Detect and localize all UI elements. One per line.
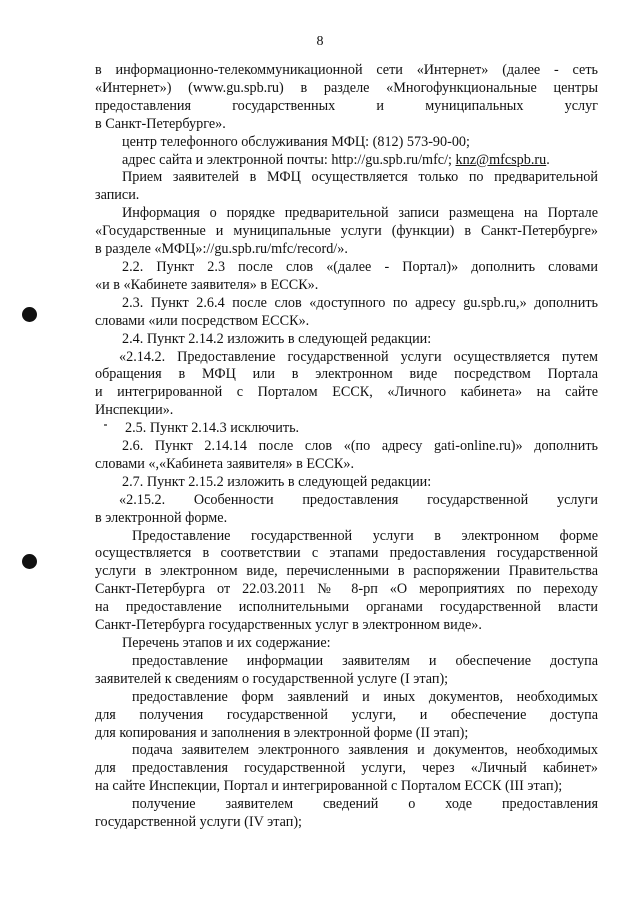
text-line: на предоставление исполнительными органами государственной власти <box>95 599 598 616</box>
text-line: Прием заявителей в МФЦ осуществляется только по предварительной <box>122 169 598 186</box>
text-line: Инспекции». <box>95 402 174 419</box>
document-body <box>95 62 598 832</box>
text-line: «Государственные и муниципальные услуги (функции) в Санкт-Петербурге» <box>95 223 598 240</box>
text-line: для копирования и заполнения в электронной форме (II этап); <box>95 724 469 741</box>
text-line: в разделе «МФЦ»://gu.spb.ru/mfc/record/». <box>95 241 348 258</box>
text-line: 2.3. Пункт 2.6.4 после слов «доступного по адресу gu.spb.ru,» дополнить <box>122 294 598 311</box>
text-line: услуги в электронном виде, перечисленными в распоряжении Правительства <box>95 563 598 580</box>
text-line: для получения государственной услуги, и обеспечение доступа <box>95 706 598 723</box>
text-line: предоставление информации заявителям и обеспечение доступа <box>132 652 598 669</box>
text-line: Информация о порядке предварительной записи размещена на Портале <box>122 205 598 222</box>
text-line: 2.4. Пункт 2.14.2 изложить в следующей редакции: <box>122 330 432 347</box>
text-line: в Санкт-Петербурге». <box>95 115 226 132</box>
text-fragment: . <box>546 151 550 168</box>
text-line: Санкт-Петербурга от 22.03.2011 № 8-рп «О мероприятиях по переходу <box>95 581 598 598</box>
text-line: в информационно-телекоммуникационной сети «Интернет» (далее - сеть <box>95 62 598 78</box>
text-line <box>95 152 598 170</box>
text-line: 2.6. Пункт 2.14.14 после слов «(по адресу gati-online.ru)» дополнить <box>122 438 598 455</box>
text-line: словами «,«Кабинета заявителя» в ЕССК». <box>95 455 355 472</box>
text-line: 2.5. Пункт 2.14.3 исключить. <box>125 420 300 437</box>
hole-punch-mark-bottom <box>22 554 37 569</box>
text-line: подача заявителем электронного заявления и документов, необходимых <box>132 742 598 759</box>
text-line: 2.2. Пункт 2.3 после слов «(далее - Портал)» дополнить словами <box>122 258 598 275</box>
text-fragment: адрес сайта и электронной почты: http://gu.spb.ru/mfc/; <box>122 151 452 168</box>
text-line: обращения в МФЦ или в электронном виде посредством Портала <box>95 366 598 383</box>
text-line: осуществляется в соответствии с этапами предоставления государственной <box>95 545 598 562</box>
hole-punch-mark-top <box>22 307 37 322</box>
text-line: в электронной форме. <box>95 509 228 526</box>
text-line: словами «или посредством ЕССК». <box>95 312 310 329</box>
text-line: государственной услуги (IV этап); <box>95 814 302 831</box>
text-line: Санкт-Петербурга государственных услуг в электронном виде». <box>95 617 482 634</box>
text-line: «и в «Кабинете заявителя» в ЕССК». <box>95 276 319 293</box>
text-line: «2.15.2. Особенности предоставления государственной услуги <box>119 491 598 508</box>
text-line: 2.7. Пункт 2.15.2 изложить в следующей редакции: <box>122 473 432 490</box>
text-line: заявителей к сведениям о государственной услуге (I этап); <box>95 670 449 687</box>
text-line: получение заявителем сведений о ходе предоставления <box>132 796 598 813</box>
text-line: предоставление форм заявлений и иных документов, необходимых <box>132 688 598 705</box>
text-line: Предоставление государственной услуги в электронном форме <box>132 527 598 544</box>
text-line: и интегрированной с Порталом ЕССК, «Личного кабинета» на сайте <box>95 384 598 401</box>
text-line: для предоставления государственной услуги, через «Личный кабинет» <box>95 760 598 777</box>
text-line: Перечень этапов и их содержание: <box>122 635 331 651</box>
text-line: «Интернет») (www.gu.spb.ru) в разделе «Многофункциональные центры <box>95 79 598 96</box>
text-line: на сайте Инспекции, Портал и интегрированной с Порталом ЕССК (III этап); <box>95 778 563 795</box>
email-link[interactable]: knz@mfcspb.ru <box>455 151 547 168</box>
page-number: 8 <box>316 34 324 49</box>
text-line: предоставления государственных и муниципальных услуг <box>95 97 598 114</box>
text-line: «2.14.2. Предоставление государственной услуги осуществляется путем <box>119 348 598 365</box>
text-line: центр телефонного обслуживания МФЦ: (812) 573-90-00; <box>122 133 470 150</box>
text-line: записи. <box>95 187 140 204</box>
